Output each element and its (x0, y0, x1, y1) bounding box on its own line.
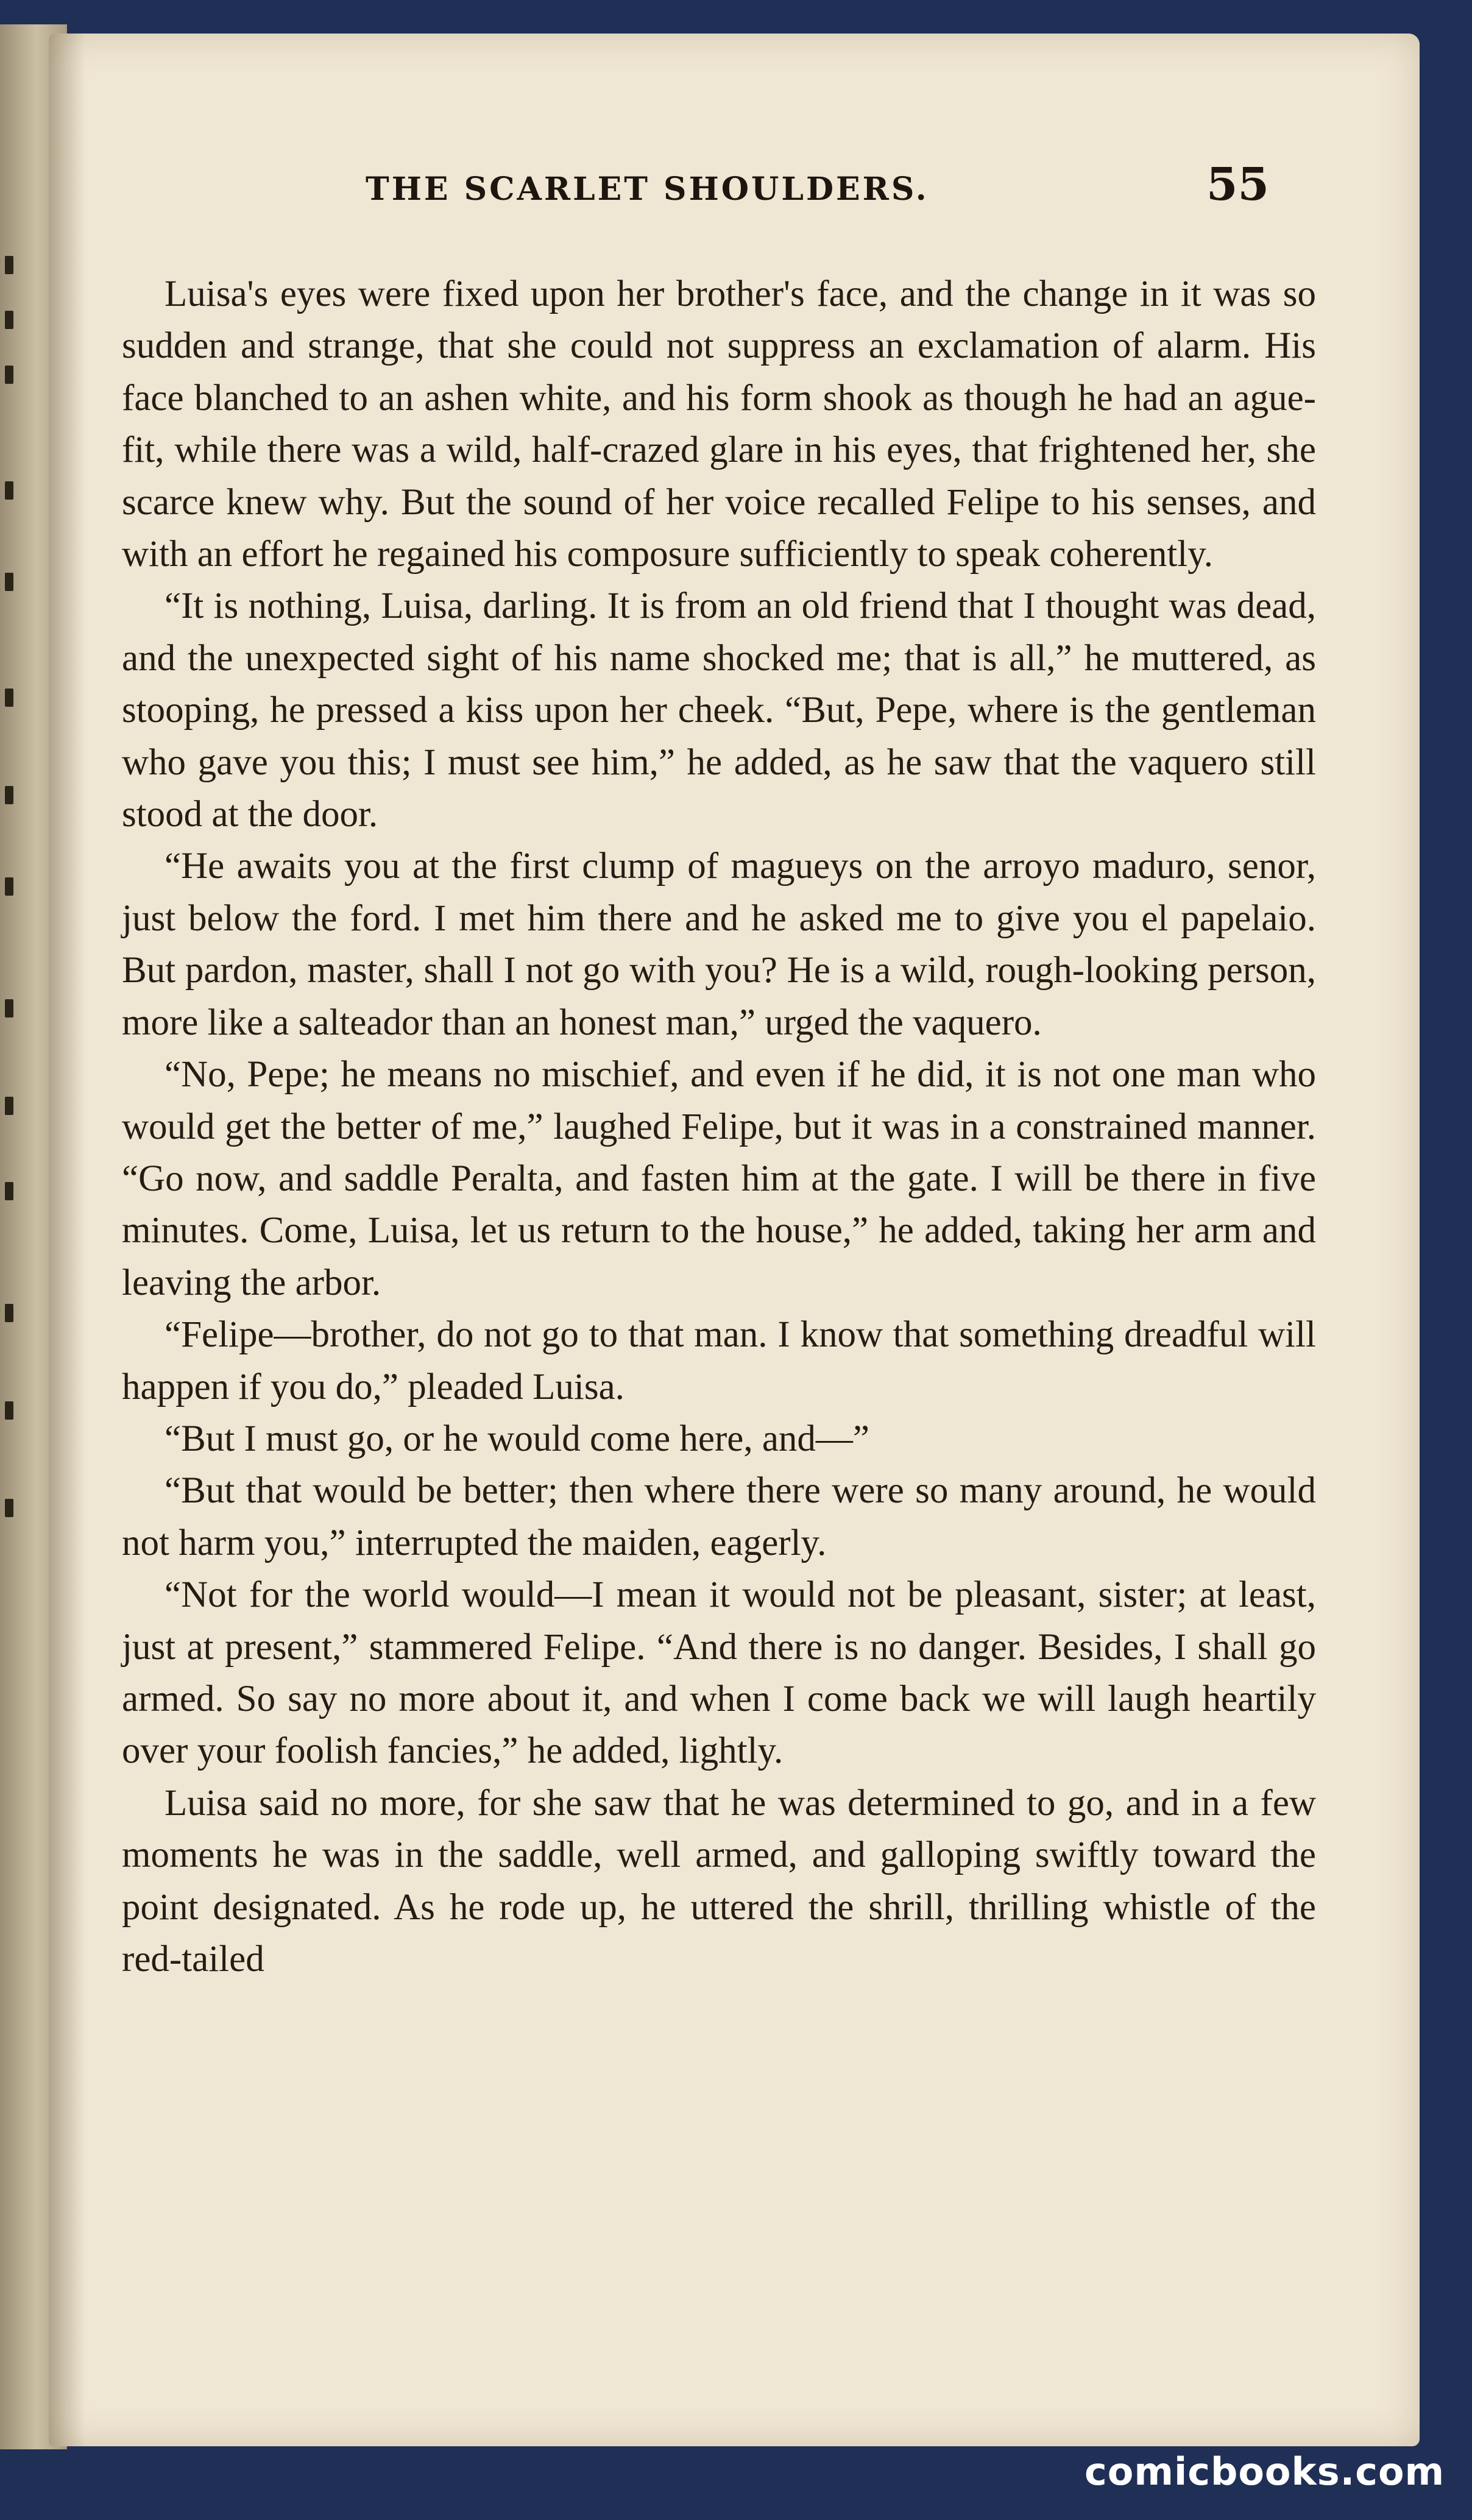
print-bleed-mark (5, 1401, 13, 1420)
paragraph: “Not for the world would—I mean it would not be pleasant, sister; at least, just at present,” stammered Felipe. “And there is no danger. Besides, I shall go armed. So say no more about it, and when I come back we will laugh heartily over your foolish fancies,” he added, lightly. (122, 1574, 1316, 1772)
print-bleed-mark (5, 688, 13, 707)
paragraph: Luisa said no more, for she saw that he was determined to go, and in a few moments he was in the saddle, well armed, and galloping swiftly toward the point designated. As he rode up, he uttered the shrill, thrilling whistle of the red-tailed (122, 1782, 1316, 1980)
print-bleed-mark (5, 786, 13, 804)
book-page (49, 34, 1420, 2446)
print-bleed-mark (5, 1097, 13, 1115)
paragraph: “It is nothing, Luisa, darling. It is from an old friend that I thought was dead, and the unexpected sight of his name shocked me; that is all,” he muttered, as stooping, he pressed a kiss upon her cheek. “But, Pepe, where is the gentleman who gave you this; I must see him,” he added, as he saw that the vaquero still stood at the door. (122, 586, 1316, 835)
print-bleed-mark (5, 573, 13, 591)
running-title: THE SCARLET SHOULDERS. (366, 171, 929, 208)
body-text (122, 268, 1316, 1985)
print-bleed-mark (5, 311, 13, 329)
print-bleed-mark (5, 999, 13, 1018)
print-bleed-mark (5, 877, 13, 896)
paragraph: “But that would be better; then where there were so many around, he would not harm you,” interrupted the maiden, eagerly. (122, 1470, 1316, 1563)
running-head (49, 158, 1420, 225)
print-bleed-mark (5, 366, 13, 384)
paragraph: Luisa's eyes were fixed upon her brother's face, and the change in it was so sudden and strange, that she could not suppress an exclamation of alarm. His face blanched to an ashen white, and his form shook as though he had an ague-fit, while there was a wild, half-crazed glare in his eyes, that frightened her, she scarce knew why. But the sound of her voice recalled Felipe to his senses, and with an effort he regained his composure sufficiently to speak coherently. (122, 274, 1316, 575)
paragraph: “He awaits you at the first clump of magueys on the arroyo maduro, senor, just below the ford. I met him there and he asked me to give you el papelaio. But pardon, master, shall I not go with you? He is a wild, rough-looking person, more like a salteador than an honest man,” urged the vaquero. (122, 846, 1316, 1043)
paragraph: “No, Pepe; he means no mischief, and even if he did, it is not one man who would get the better of me,” laughed Felipe, but it was in a constrained manner. “Go now, and saddle Peralta, and fasten him at the gate. I will be there in five minutes. Come, Luisa, let us return to the house,” he added, taking her arm and leaving the arbor. (122, 1054, 1316, 1303)
print-bleed-mark (5, 1304, 13, 1322)
binding-shadow (49, 34, 85, 2446)
page-number: 55 (1206, 158, 1269, 211)
print-bleed-mark (5, 481, 13, 500)
print-bleed-mark (5, 256, 13, 274)
paragraph: “But I must go, or he would come here, and—” (165, 1418, 870, 1459)
watermark: comicbooks.com (1085, 2449, 1445, 2494)
paragraph: “Felipe—brother, do not go to that man. I know that something dreadful will happen if you do,” pleaded Luisa. (122, 1314, 1316, 1407)
print-bleed-mark (5, 1182, 13, 1200)
print-bleed-mark (5, 1499, 13, 1517)
